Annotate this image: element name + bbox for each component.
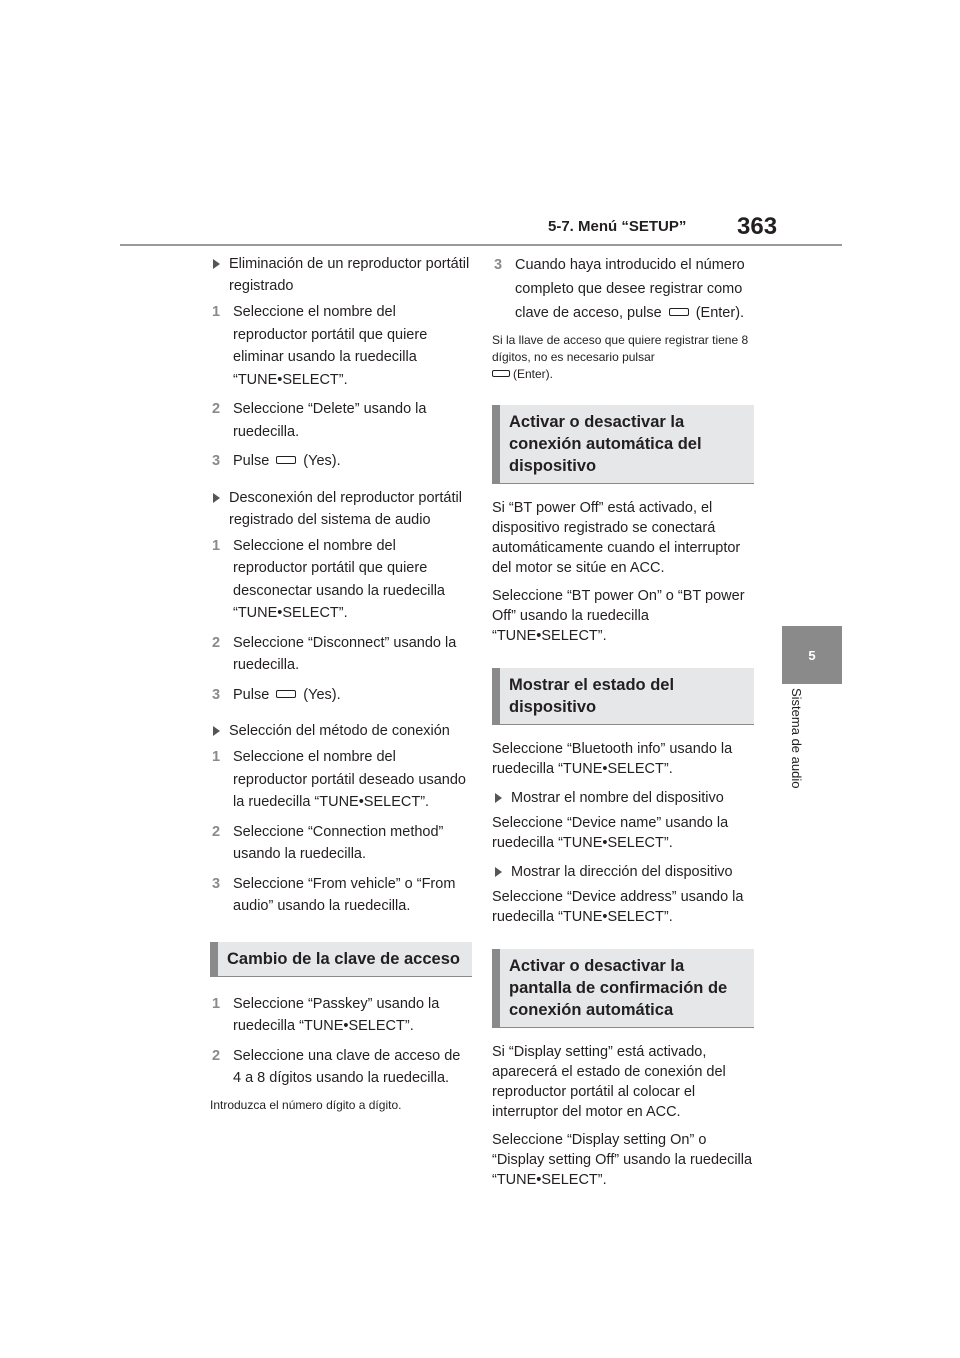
triangle-bullet-icon <box>213 493 220 503</box>
paragraph: Seleccione “Device name” usando la ruedecilla “TUNE•SELECT”. <box>492 815 729 851</box>
step: 2 Seleccione “Connection method” usando la ruedecilla. <box>212 823 444 862</box>
triangle-bullet-icon <box>495 867 502 877</box>
heading-change-passkey: Cambio de la clave de acceso <box>210 942 472 977</box>
heading-confirmation-screen: Activar o desactivar la pantalla de confirmación de conexión automática <box>492 949 754 1028</box>
button-icon <box>669 308 689 316</box>
bullet-device-address: Mostrar la dirección del dispositivo <box>492 861 754 883</box>
paragraph: Seleccione “Device address” usando la ruedecilla “TUNE•SELECT”. <box>492 889 744 925</box>
note-text: Si la llave de acceso que quiere registrar tiene 8 dígitos, no es necesario pulsar (Enter). <box>492 333 749 381</box>
step: 2 Seleccione una clave de acceso de 4 a 8 dígitos usando la ruedecilla. <box>212 1047 461 1086</box>
paragraph: Seleccione “Bluetooth info” usando la ruedecilla “TUNE•SELECT”. <box>492 741 733 777</box>
step: 3 Cuando haya introducido el número completo que desee registrar como clave de acceso, pulse (Enter). <box>494 257 745 321</box>
step: 1 Seleccione “Passkey” usando la ruedecilla “TUNE•SELECT”. <box>212 995 440 1034</box>
paragraph: Seleccione “Display setting On” o “Display setting Off” usando la ruedecilla “TUNE•SELECT”. <box>492 1132 753 1188</box>
step: 2 Seleccione “Disconnect” usando la ruedecilla. <box>212 634 457 673</box>
triangle-bullet-icon <box>213 259 220 269</box>
header-divider <box>120 244 842 246</box>
bullet-remove-player: Eliminación de un reproductor portátil registrado <box>210 253 472 297</box>
button-icon <box>276 690 296 698</box>
paragraph: Si “BT power Off” está activado, el dispositivo registrado se conectará automáticamente cuando el interruptor del motor se sitúe en ACC. <box>492 500 741 576</box>
step: 3 Seleccione “From vehicle” o “From audio” usando la ruedecilla. <box>212 875 456 914</box>
bullet-connection-method: Selección del método de conexión <box>210 720 472 742</box>
step: 3 Pulse (Yes). <box>212 686 341 703</box>
step: 3 Pulse (Yes). <box>212 453 341 469</box>
step: 1 Seleccione el nombre del reproductor portátil que quiere desconectar usando la ruedecilla “TUNE•SELECT”. <box>212 537 445 621</box>
note-text: Introduzca el número dígito a dígito. <box>210 1097 402 1112</box>
page-number: 363 <box>737 213 778 240</box>
heading-device-status: Mostrar el estado del dispositivo <box>492 668 754 725</box>
step: 1 Seleccione el nombre del reproductor portátil que quiere eliminar usando la ruedecilla “TUNE•SELECT”. <box>212 304 428 388</box>
paragraph: Si “Display setting” está activado, aparecerá el estado de conexión del reproductor portátil al colocar el interruptor del motor en ACC. <box>492 1044 726 1120</box>
triangle-bullet-icon <box>213 726 220 736</box>
heading-auto-connect: Activar o desactivar la conexión automática del dispositivo <box>492 405 754 484</box>
bullet-disconnect-player: Desconexión del reproductor portátil registrado del sistema de audio <box>210 487 472 531</box>
section-title: 5-7. Menú “SETUP” <box>548 218 687 235</box>
button-icon <box>492 370 510 377</box>
button-icon <box>276 456 296 464</box>
bullet-device-name: Mostrar el nombre del dispositivo <box>492 787 754 809</box>
chapter-label: Sistema de audio <box>789 688 804 789</box>
paragraph: Seleccione “BT power On” o “BT power Off” usando la ruedecilla “TUNE•SELECT”. <box>492 588 745 644</box>
step: 1 Seleccione el nombre del reproductor portátil deseado usando la ruedecilla “TUNE•SELECT”. <box>212 749 466 810</box>
left-column <box>210 253 472 1121</box>
step: 2 Seleccione “Delete” usando la ruedecilla. <box>212 401 427 440</box>
right-column <box>492 253 754 1198</box>
chapter-tab: 5 <box>782 626 842 684</box>
chapter-label-wrap <box>782 684 812 814</box>
triangle-bullet-icon <box>495 793 502 803</box>
